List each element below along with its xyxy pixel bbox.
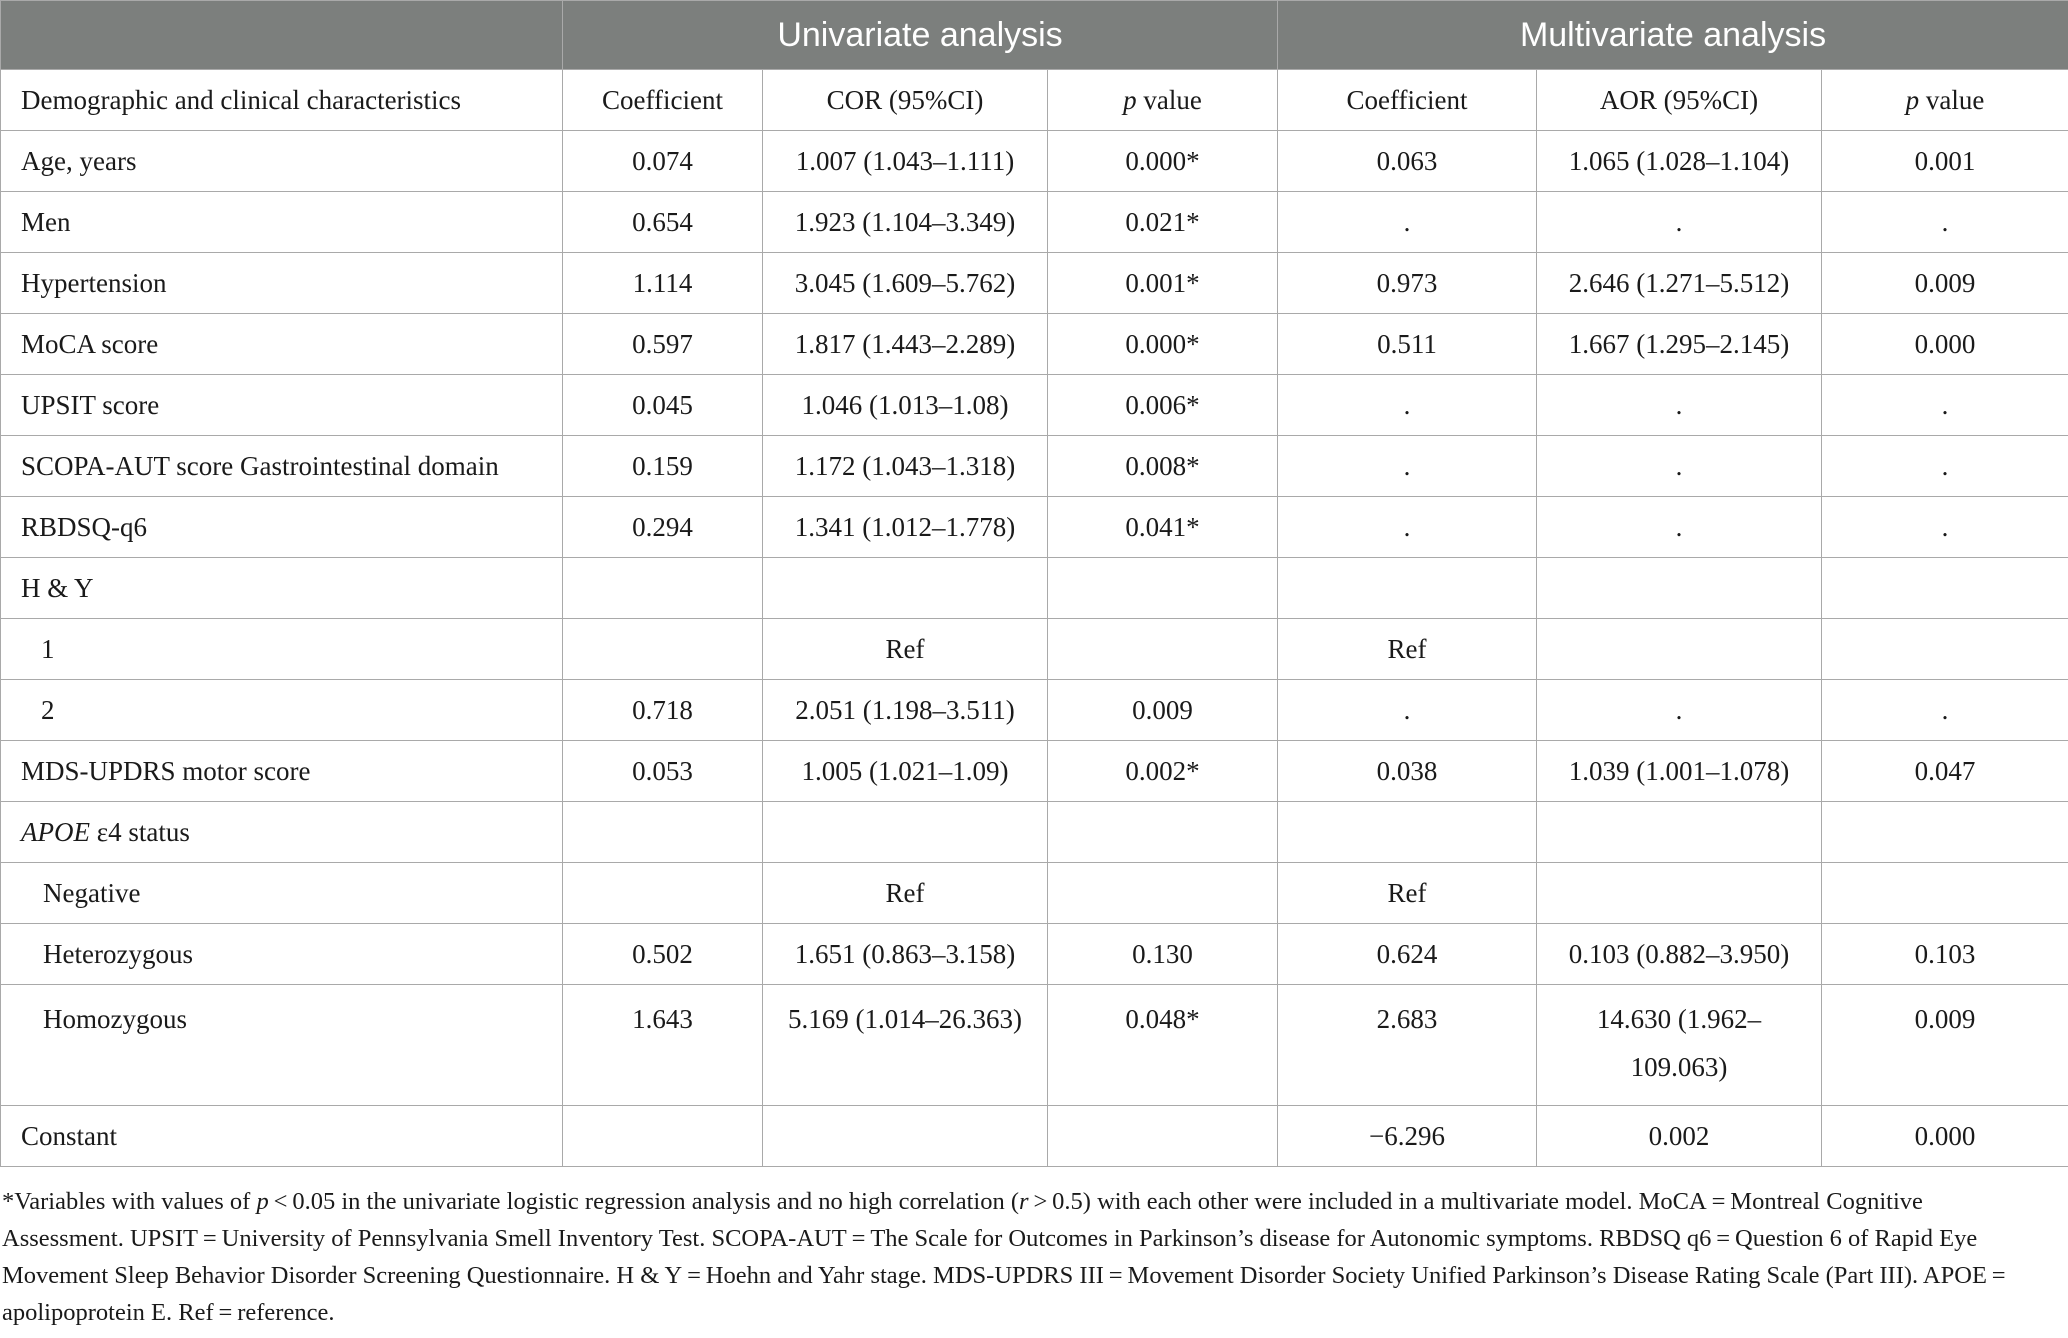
row-label [1,802,563,863]
cell: 0.002* [1048,741,1278,802]
row-label: Age, years [1,131,563,192]
cell: . [1278,497,1537,558]
cell: 1.172 (1.043–1.318) [763,436,1048,497]
cell: 0.654 [563,192,763,253]
cell [763,558,1048,619]
aor-line-2: 109.063) [1630,1052,1728,1082]
table-row [1,741,2068,802]
cell: 0.045 [563,375,763,436]
cell: 0.021* [1048,192,1278,253]
cell: 1.643 [563,985,763,1106]
row-label: Homozygous [1,985,563,1106]
cell [1537,863,1822,924]
footnote-text: < 0.05 in the univariate logistic regression analysis and no high correlation ( [268,1188,1019,1215]
cell: −6.296 [1278,1106,1537,1167]
cell: 0.006* [1048,375,1278,436]
col-characteristic: Demographic and clinical characteristics [1,70,563,131]
multivariate-header: Multivariate analysis [1278,1,2068,70]
cell [763,802,1048,863]
cell: 1.667 (1.295–2.145) [1537,314,1822,375]
cell: 1.065 (1.028–1.104) [1537,131,1822,192]
cell: . [1537,680,1822,741]
cell: 0.048* [1048,985,1278,1106]
cell: 0.074 [563,131,763,192]
row-label: RBDSQ-q6 [1,497,563,558]
cell [563,619,763,680]
cell [763,1106,1048,1167]
cell: 0.000 [1822,314,2068,375]
row-label: Hypertension [1,253,563,314]
cell: . [1278,680,1537,741]
cell: 0.009 [1822,985,2068,1106]
table-row [1,680,2068,741]
cell: . [1537,192,1822,253]
cell [1822,619,2068,680]
table-row [1,192,2068,253]
cell: 0.002 [1537,1106,1822,1167]
cell: . [1537,375,1822,436]
table-row [1,1106,2068,1167]
cell: 1.651 (0.863–3.158) [763,924,1048,985]
cell [1278,802,1537,863]
table-row [1,375,2068,436]
table-row [1,863,2068,924]
cell: 2.051 (1.198–3.511) [763,680,1048,741]
cell [1822,802,2068,863]
row-label: MoCA score [1,314,563,375]
cell [1048,1106,1278,1167]
col-uni-cor: COR (95%CI) [763,70,1048,131]
cell: 0.009 [1048,680,1278,741]
cell [1537,619,1822,680]
col-uni-coefficient: Coefficient [563,70,763,131]
cell [563,1106,763,1167]
cell: 0.103 (0.882–3.950) [1537,924,1822,985]
row-label: SCOPA-AUT score Gastrointestinal domain [1,436,563,497]
cell: Ref [763,619,1048,680]
apoe-status-label: ε4 status [89,816,190,847]
row-label: Negative [1,863,563,924]
col-multi-p-value [1822,70,2068,131]
cell: 1.046 (1.013–1.08) [763,375,1048,436]
cell [1537,985,1822,1106]
univariate-header: Univariate analysis [563,1,1278,70]
cell: 0.511 [1278,314,1537,375]
group-header-blank [1,1,563,70]
cell [1537,802,1822,863]
cell: 0.624 [1278,924,1537,985]
cell: 0.294 [563,497,763,558]
cell [1822,863,2068,924]
apoe-gene-name: APOE [21,816,90,847]
table-row [1,436,2068,497]
table-row [1,985,2068,1106]
row-label: Constant [1,1106,563,1167]
cell: 0.009 [1822,253,2068,314]
cell [1278,558,1537,619]
cell: 0.502 [563,924,763,985]
column-header-row [1,70,2068,131]
cell: 0.001* [1048,253,1278,314]
cell: Ref [1278,619,1537,680]
cell: 0.597 [563,314,763,375]
cell: 0.001 [1822,131,2068,192]
col-multi-aor: AOR (95%CI) [1537,70,1822,131]
cell: 0.038 [1278,741,1537,802]
cell: 5.169 (1.014–26.363) [763,985,1048,1106]
cell: 0.130 [1048,924,1278,985]
cell [1537,558,1822,619]
row-label: MDS-UPDRS motor score [1,741,563,802]
p-symbol: p [1123,84,1137,115]
footnote-text: > 0.5) with each other were included in a multivariate model. MoCA = Montreal Cognitive Assessment. UPSIT = University of Pennsylvania Smell Inventory Test. SCOPA-AUT = The Scale for Outcomes in Parkinson’s disease for Autonomic symptoms. RBDSQ q6 = Question 6 of Rapid Eye Movement Sleep Behavior Disorder Screening Questionnaire. H & Y = Hoehn and Yahr stage. MDS-UPDRS III = Movement Disorder Society Unified Parkinson’s Disease Rating Scale (Part III). APOE = apolipoprotein E. Ref = reference. [2,1188,2011,1326]
footnote-r-symbol: r [1019,1188,1029,1215]
row-label: H & Y [1,558,563,619]
p-value-label: value [1919,84,1985,115]
cell: 1.817 (1.443–2.289) [763,314,1048,375]
p-value-label: value [1136,84,1202,115]
cell [1048,619,1278,680]
p-symbol: p [1905,84,1920,115]
cell: 2.646 (1.271–5.512) [1537,253,1822,314]
cell: 2.683 [1278,985,1537,1106]
cell: 0.041* [1048,497,1278,558]
row-label: 2 [1,680,563,741]
table-row [1,131,2068,192]
cell [1048,558,1278,619]
cell: . [1278,375,1537,436]
cell [563,802,763,863]
row-label: UPSIT score [1,375,563,436]
cell: 0.008* [1048,436,1278,497]
cell: 0.047 [1822,741,2068,802]
cell: 0.718 [563,680,763,741]
row-label: 1 [1,619,563,680]
cell: 0.063 [1278,131,1537,192]
aor-line-1: 14.630 (1.962– [1596,1004,1762,1034]
cell [1048,863,1278,924]
cell: 0.000* [1048,131,1278,192]
row-label: Men [1,192,563,253]
cell: . [1822,192,2068,253]
table-row [1,558,2068,619]
table-row [1,802,2068,863]
cell: 1.341 (1.012–1.778) [763,497,1048,558]
cell: 3.045 (1.609–5.762) [763,253,1048,314]
col-multi-coefficient: Coefficient [1278,70,1537,131]
cell: 1.005 (1.021–1.09) [763,741,1048,802]
row-label: Heterozygous [1,924,563,985]
cell: 1.114 [563,253,763,314]
group-header-row [1,1,2068,70]
cell [1048,802,1278,863]
cell: . [1822,436,2068,497]
cell: 0.000 [1822,1106,2068,1167]
cell [1822,558,2068,619]
cell: . [1822,680,2068,741]
cell: 0.973 [1278,253,1537,314]
cell: . [1822,375,2068,436]
table-row [1,619,2068,680]
table-row [1,314,2068,375]
cell [563,558,763,619]
table-footnote [0,1183,2052,1331]
cell: Ref [763,863,1048,924]
cell: . [1822,497,2068,558]
cell: . [1278,436,1537,497]
cell: 0.159 [563,436,763,497]
table-row [1,497,2068,558]
cell: 1.923 (1.104–3.349) [763,192,1048,253]
cell: . [1278,192,1537,253]
table-row [1,924,2068,985]
table-row [1,253,2068,314]
cell: . [1537,497,1822,558]
footnote-text: *Variables with values of [2,1188,257,1215]
cell: Ref [1278,863,1537,924]
cell: 1.039 (1.001–1.078) [1537,741,1822,802]
cell: . [1537,436,1822,497]
cell: 0.103 [1822,924,2068,985]
cell: 0.053 [563,741,763,802]
col-uni-p-value [1048,70,1278,131]
cell [563,863,763,924]
cell: 1.007 (1.043–1.111) [763,131,1048,192]
footnote-p-symbol: p [256,1188,269,1215]
cell: 0.000* [1048,314,1278,375]
